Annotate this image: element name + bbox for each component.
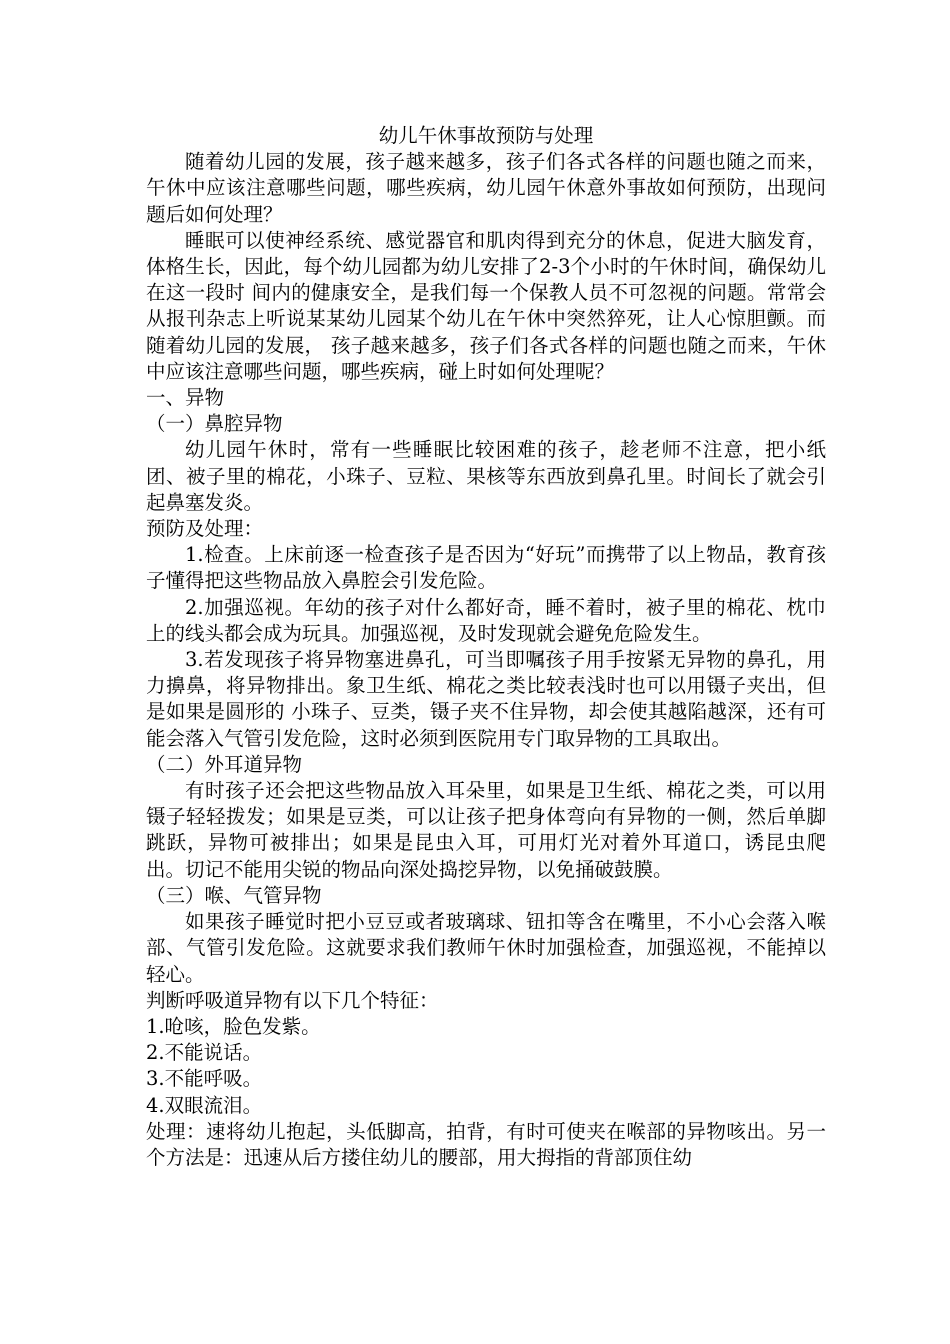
prevention-label: 预防及处理： bbox=[146, 517, 264, 541]
subheading-throat: （三）喉、气管异物 bbox=[146, 883, 322, 907]
intro-paragraph: 随着幼儿园的发展，孩子越来越多，孩子们各式各样的问题也随之而来，午休中应该注意哪些问题，哪些疾病，幼儿园午休意外事故如何预防，出现问题后如何处理？ bbox=[146, 150, 826, 226]
prevention-item-3: 3.若发现孩子将异物塞进鼻孔，可当即嘱孩子用手按紧无异物的鼻孔，用力擤鼻，将异物排出。象卫生纸、棉花之类比较表浅时也可以用镊子夹出，但是如果是圆形的 小珠子、豆类，镊子夹不住异物，却会使其越陷越深，还有可能会落入气管引发危险，这时必须到医院用专门取异物的工具取出。 bbox=[146, 648, 826, 750]
ear-paragraph: 有时孩子还会把这些物品放入耳朵里，如果是卫生纸、棉花之类，可以用镊子轻轻拨发；如果是豆类，可以让孩子把身体弯向有异物的一侧，然后单脚跳跃，异物可被排出；如果是昆虫入耳，可用灯光对着外耳道口，诱昆虫爬出。切记不能用尖锐的物品向深处捣挖异物，以免捅破鼓膜。 bbox=[146, 779, 826, 881]
document-title: 幼儿午休事故预防与处理 bbox=[378, 124, 594, 147]
prevention-item-1: 1.检查。上床前逐一检查孩子是否因为“好玩”而携带了以上物品，教育孩子懂得把这些物品放入鼻腔会引发危险。 bbox=[146, 543, 826, 593]
document-page bbox=[146, 123, 826, 1171]
subheading-ear: （二）外耳道异物 bbox=[146, 752, 303, 776]
treatment-paragraph: 处理：速将幼儿抱起，头低脚高，拍背，有时可使夹在喉部的异物咳出。另一个方法是：迅速从后方搂住幼儿的腰部，用大拇指的背部顶住幼 bbox=[146, 1119, 826, 1169]
sleep-paragraph: 睡眠可以使神经系统、感觉器官和肌肉得到充分的休息，促进大脑发育，体格生长，因此，每个幼儿园都为幼儿安排了2-3个小时的午休时间，确保幼儿在这一段时 间内的健康安全，是我们每一个保教人员不可忽视的问题。常常会从报刊杂志上听说某某幼儿园某个幼儿在午休中突然猝死，让人心惊胆颤。而随着幼儿园的发展， 孩子越来越多，孩子们各式各样的问题也随之而来，午休中应该注意哪些问题，哪些疾病，碰上时如何处理呢？ bbox=[146, 228, 826, 383]
subheading-nasal: （一）鼻腔异物 bbox=[146, 412, 283, 436]
features-label: 判断呼吸道异物有以下几个特征： bbox=[146, 988, 439, 1012]
feature-4: 4.双眼流泪。 bbox=[146, 1093, 263, 1117]
prevention-item-2: 2.加强巡视。年幼的孩子对什么都好奇，睡不着时，被子里的棉花、枕巾上的线头都会成为玩具。加强巡视，及时发现就会避免危险发生。 bbox=[146, 595, 826, 645]
nasal-paragraph: 幼儿园午休时，常有一些睡眠比较困难的孩子，趁老师不注意，把小纸团、被子里的棉花，小珠子、豆粒、果核等东西放到鼻孔里。时间长了就会引起鼻塞发炎。 bbox=[146, 438, 826, 514]
section-heading-foreign-body: 一、异物 bbox=[146, 386, 225, 410]
feature-3: 3.不能呼吸。 bbox=[146, 1067, 263, 1091]
feature-2: 2.不能说话。 bbox=[146, 1041, 263, 1065]
feature-1: 1.呛咳，脸色发紫。 bbox=[146, 1014, 321, 1038]
throat-paragraph: 如果孩子睡觉时把小豆豆或者玻璃球、钮扣等含在嘴里，不小心会落入喉部、气管引发危险。这就要求我们教师午休时加强检查，加强巡视，不能掉以轻心。 bbox=[146, 910, 826, 986]
